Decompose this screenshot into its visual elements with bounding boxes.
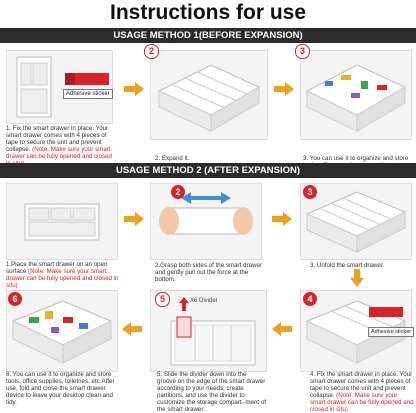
m1-step3-caption: 3. You can use it to organize and store	[303, 155, 409, 162]
m2-step4-caption	[310, 371, 414, 413]
arrow-right-icon	[274, 82, 294, 96]
hands-pulling-drawer-illustration	[151, 184, 261, 259]
m1-step1-image	[6, 50, 113, 124]
m2-step2-number: 2	[171, 185, 185, 199]
m2-step3-caption: 3. Unfold the smart drawer.	[310, 262, 385, 269]
m1-step2-number: 2	[144, 44, 159, 59]
m2-step1-note: (Note: Make sure your smart drawer can be fully opened and closed in situ)	[6, 268, 119, 289]
m2-step4-note: (Note: Make sure your smart drawer can be fully opened and closed in situ)	[310, 392, 414, 413]
m2-step4-number: 4	[303, 292, 317, 306]
m2-step6-number: 6	[8, 292, 22, 306]
divider-label: X6 Divider	[190, 298, 218, 304]
m2-step2-caption: 2.Grasp both sides of the smart drawer and gently pull out the force at the bottom.	[155, 262, 262, 283]
m1-step1-note: (Note: Make sure your smart drawer can be fully opened and closed	[6, 146, 112, 160]
m2-step6-caption: 6. You can use it to organize and store tools, office supplies, toiletries, etc.After use, fold and close the smart drawer device to leave your desktop clean and tidy.	[6, 371, 115, 406]
m1-step2-caption: 2. Expand it.	[155, 155, 190, 162]
m2-step5-number: 5	[155, 292, 170, 307]
m2-step4-text: 4. Fix the smart drawer in place. Your smart drawer comes with 4 pieces of tape to secure the unit and prevent collapse.	[310, 371, 413, 399]
drawer-closed-illustration	[7, 51, 112, 123]
m2-step1-image	[6, 183, 118, 260]
m1-step1-caption	[6, 125, 114, 167]
m2-step3-image	[300, 183, 412, 260]
arrow-right-icon	[124, 212, 144, 226]
adhesive-sticker-label: Adhesive sticker	[63, 89, 113, 99]
drawer-closed-illustration	[7, 184, 117, 259]
m1-step1-text: 1. Fix the smart drawer in place. Your smart drawer comes with 4 pieces of tape to secure the unit and prevent collapse.	[6, 125, 109, 153]
arrow-left-icon	[122, 322, 142, 336]
m2-step1-caption	[6, 261, 121, 289]
m1-step2-image	[150, 50, 268, 140]
page-title: Instructions for use	[109, 1, 307, 24]
drawer-organized-illustration	[7, 291, 117, 371]
arrow-right-icon	[272, 212, 292, 226]
m2-step3-number: 3	[303, 185, 317, 199]
arrow-left-icon	[272, 322, 292, 336]
drawer-expanded-illustration	[151, 51, 267, 139]
m2-step6-image	[6, 290, 118, 372]
m1-step3-number: 3	[295, 44, 310, 59]
m2-step2-image	[150, 183, 262, 260]
drawer-unfolded-illustration	[301, 184, 411, 259]
arrow-down-icon	[350, 269, 364, 287]
m2-step1-text: 1.Place the smart drawer on an open surface	[6, 261, 108, 275]
arrow-right-icon	[124, 82, 144, 96]
method1-banner: USAGE METHOD 1(BEFORE EXPANSION)	[0, 28, 416, 43]
m2-step5-caption: 5. Slide the divider down into the groove on the edge of the smart drawer according to your needs, create partitions, and use the divider to customize the storage compart- ment of the smart drawer.	[157, 371, 267, 413]
method2-banner: USAGE METHOD 2 (AFTER EXPANSION)	[0, 163, 416, 178]
m1-step3-image	[300, 50, 412, 140]
drawer-in-use-illustration	[301, 51, 411, 139]
adhesive-sticker-label: Adhesive sticker	[368, 327, 414, 337]
